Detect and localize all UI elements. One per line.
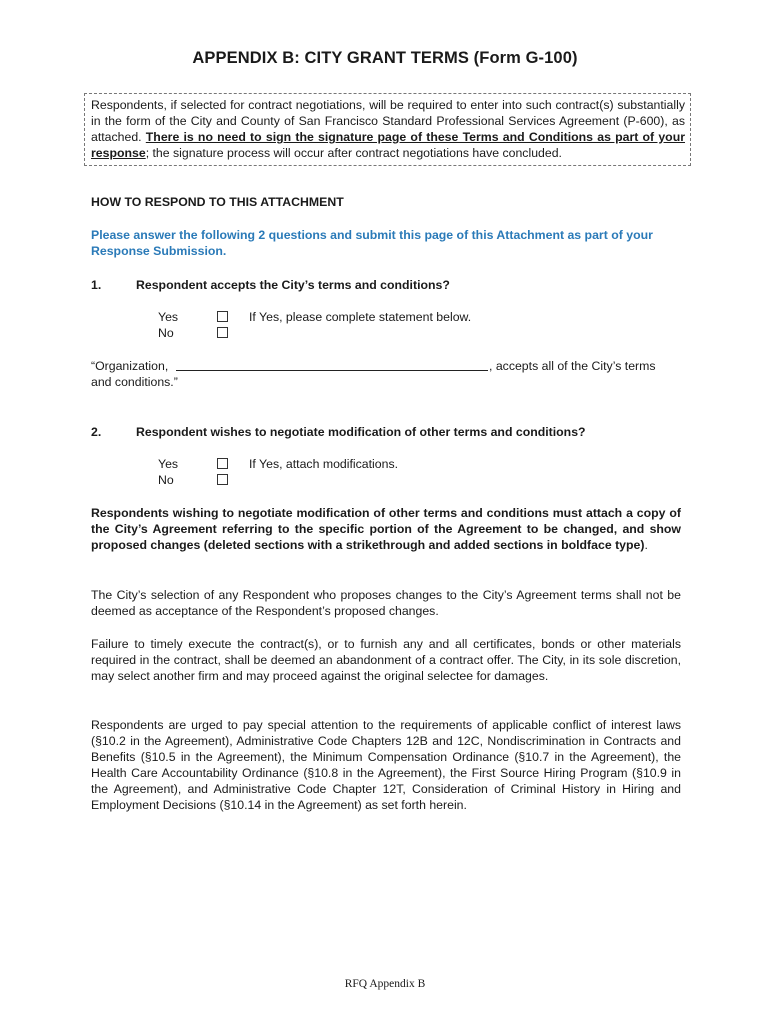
instructions-text: Please answer the following 2 questions and submit this page of this Attachment as part of your Response Submission. (91, 228, 653, 258)
question-1-no-checkbox[interactable] (217, 327, 228, 338)
question-1-number: 1. (91, 278, 102, 292)
section-heading: HOW TO RESPOND TO THIS ATTACHMENT (91, 195, 344, 209)
statement-line-2: and conditions.” (91, 375, 178, 389)
attention-paragraph: Respondents are urged to pay special attention to the requirements of applicable conflict of interest laws (§10.2 in the Agreement), Administrative Code Chapters 12B and 12C, Nondiscrimination in Contracts and Benefits (§10.5 in the Agreement), the Minimum Compensation Ordinance (§10.7 in the Agreement), the Health Care Accountability Ordinance (§10.8 in the Agreement), the First Source Hiring Program (§10.9 in the Agreement), and Administrative Code Chapter 12T, Consideration of Criminal History in Hiring and Employment Decisions (§10.14 in the Agreement) as set forth herein. (91, 718, 681, 812)
notice-text: Respondents, if selected for contract negotiations, will be required to enter into such contract(s) substantially in the form of the City and County of San Francisco Standard Professional Services Agreement (P-600), as attached. (91, 98, 685, 144)
modification-note-end: . (644, 538, 648, 552)
question-1-yes-note: If Yes, please complete statement below. (249, 310, 472, 324)
page-title: APPENDIX B: CITY GRANT TERMS (Form G-100) (192, 49, 578, 67)
notice-box (84, 93, 691, 166)
question-1-text: Respondent accepts the City’s terms and conditions? (136, 278, 450, 292)
notice-text-end: ; the signature process will occur after contract negotiations have concluded. (145, 146, 562, 160)
selection-paragraph: The City’s selection of any Respondent who proposes changes to the City’s Agreement terms shall not be deemed as acceptance of the Respondent’s proposed changes. (91, 588, 681, 618)
page-footer: RFQ Appendix B (344, 978, 426, 990)
question-2-yes-checkbox[interactable] (217, 458, 228, 469)
question-2-number: 2. (91, 425, 102, 439)
question-2-no-checkbox[interactable] (217, 474, 228, 485)
statement-prefix: “Organization, (91, 359, 169, 373)
organization-name-field[interactable] (176, 370, 488, 371)
question-2-yes-note: If Yes, attach modifications. (249, 457, 399, 471)
notice-underlined-text: There is no need to sign the signature page of these Terms and Conditions as part of your response (91, 130, 685, 160)
statement-suffix: , accepts all of the City’s terms (489, 359, 656, 373)
question-2-text: Respondent wishes to negotiate modification of other terms and conditions? (136, 425, 586, 439)
question-2-yes-label: Yes (158, 457, 179, 471)
question-1-no-label: No (158, 326, 174, 340)
modification-note (91, 505, 681, 553)
failure-paragraph: Failure to timely execute the contract(s), or to furnish any and all certificates, bonds or other materials required in the contract, shall be deemed an abandonment of a contract offer. The City, in its sole discretion, may select another firm and may proceed against the original selectee for damages. (91, 637, 681, 683)
modification-note-bold: Respondents wishing to negotiate modification of other terms and conditions must attach a copy of the City’s Agreement referring to the specific portion of the Agreement to be changed, and show proposed changes (deleted sections with a strikethrough and added sections in boldface type) (91, 506, 681, 552)
question-1-yes-label: Yes (158, 310, 179, 324)
question-2-no-label: No (158, 473, 174, 487)
question-1-yes-checkbox[interactable] (217, 311, 228, 322)
